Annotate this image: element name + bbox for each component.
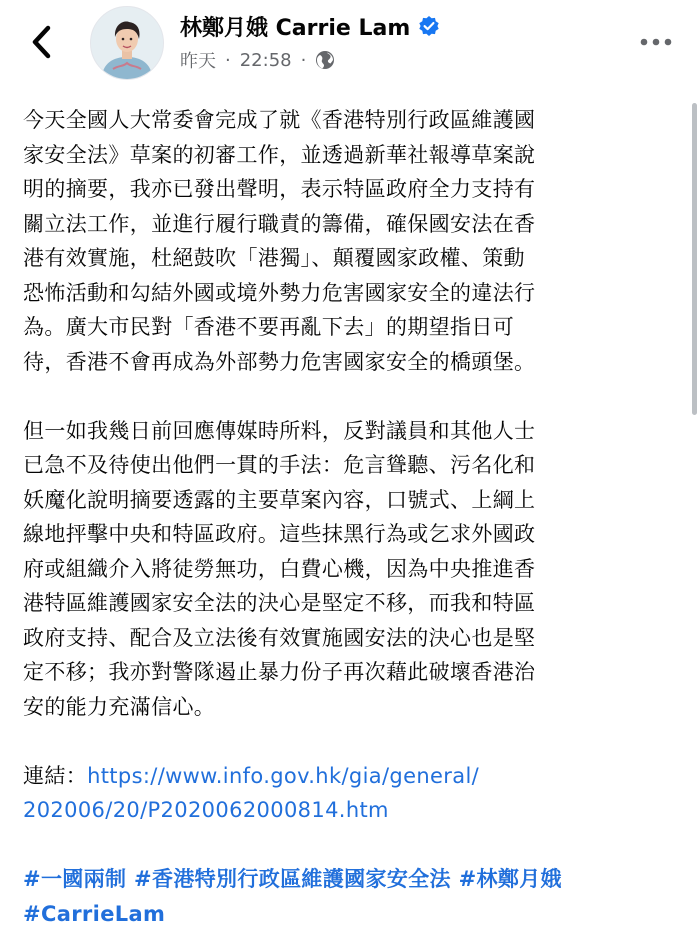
hashtags [23,862,679,931]
text-line: 但一如我幾日前回應傳媒時所料，反對議員和其他人士 [23,418,536,443]
avatar[interactable] [90,6,164,80]
text-line: 政府支持、配合及立法後有效實施國安法的決心也是堅 [23,625,536,650]
name-row [180,9,440,43]
meta-separator-2: · [300,49,307,71]
text-line: 待，香港不會再成為外部勢力危害國家安全的橋頭堡。 [23,349,536,374]
post-header [0,0,700,90]
link-label: 連結： [23,763,88,788]
link-block [23,759,679,828]
text-line: 為。廣大市民對「香港不要再亂下去」的期望指日可 [23,315,515,339]
post-paragraph-2 [23,414,679,725]
text-line: 府或組織介入將徒勞無功，白費心機，因為中央推進香 [23,556,536,581]
hashtag-line-1 [23,862,679,897]
text-line: 港特區維護國家安全法的決心是堅定不移，而我和特區 [23,591,536,615]
meta-separator: · [225,49,231,71]
profile-photo [91,7,163,79]
source-link-part-2[interactable]: 202006/20/P2020062000814.htm [23,798,389,822]
post-paragraph-1 [23,103,679,379]
link-line-1 [23,759,679,794]
post-body [23,103,679,931]
hashtag-one-country-two-systems[interactable]: #一國兩制 [23,867,127,891]
back-button[interactable] [22,22,62,62]
more-options-button[interactable] [638,28,674,56]
text-line: 定不移；我亦對警隊遏止暴力份子再次藉此破壞香港治 [23,660,536,684]
source-link-part-1[interactable]: https://www.info.gov.hk/gia/general/ [87,763,480,788]
post-date-label[interactable]: 昨天 [180,51,216,72]
page-name[interactable]: 林鄭月娥 Carrie Lam [180,15,411,41]
hashtag-line-2 [23,897,679,932]
globe-icon [315,50,335,70]
text-line: 家安全法》草案的初審工作，並透過新華社報導草案說 [23,142,536,167]
chevron-left-icon [30,24,54,60]
hashtag-national-security-law[interactable]: #香港特別行政區維護國家安全法 [134,867,451,891]
hashtag-carrielam[interactable]: #CarrieLam [23,901,166,926]
verified-badge-icon [418,15,440,37]
scrollbar[interactable] [692,103,697,415]
post-time[interactable]: 22:58 [239,49,292,71]
text-line: 線地抨擊中央和特區政府。這些抹黑行為或乞求外國政 [23,522,536,546]
hashtag-carrie-lam-chinese[interactable]: #林鄭月娥 [458,867,562,891]
text-line: 今天全國人大常委會完成了就《香港特別行政區維護國 [23,108,536,132]
post-meta [180,46,335,74]
text-line: 已急不及待使出他們一貫的手法：危言聳聽、污名化和 [23,453,536,477]
text-line: 港有效實施，杜絕鼓吹「港獨」、顛覆國家政權、策動 [23,246,525,270]
text-line: 安的能力充滿信心。 [23,694,216,719]
more-dots-icon [640,38,672,46]
text-line: 妖魔化說明摘要透露的主要草案內容，口號式、上綱上 [23,487,536,512]
text-line: 恐怖活動和勾結外國或境外勢力危害國家安全的違法行 [23,280,536,305]
text-line: 明的摘要，我亦已發出聲明，表示特區政府全力支持有 [23,177,536,201]
text-line: 關立法工作，並進行履行職責的籌備，確保國安法在香 [23,211,536,236]
